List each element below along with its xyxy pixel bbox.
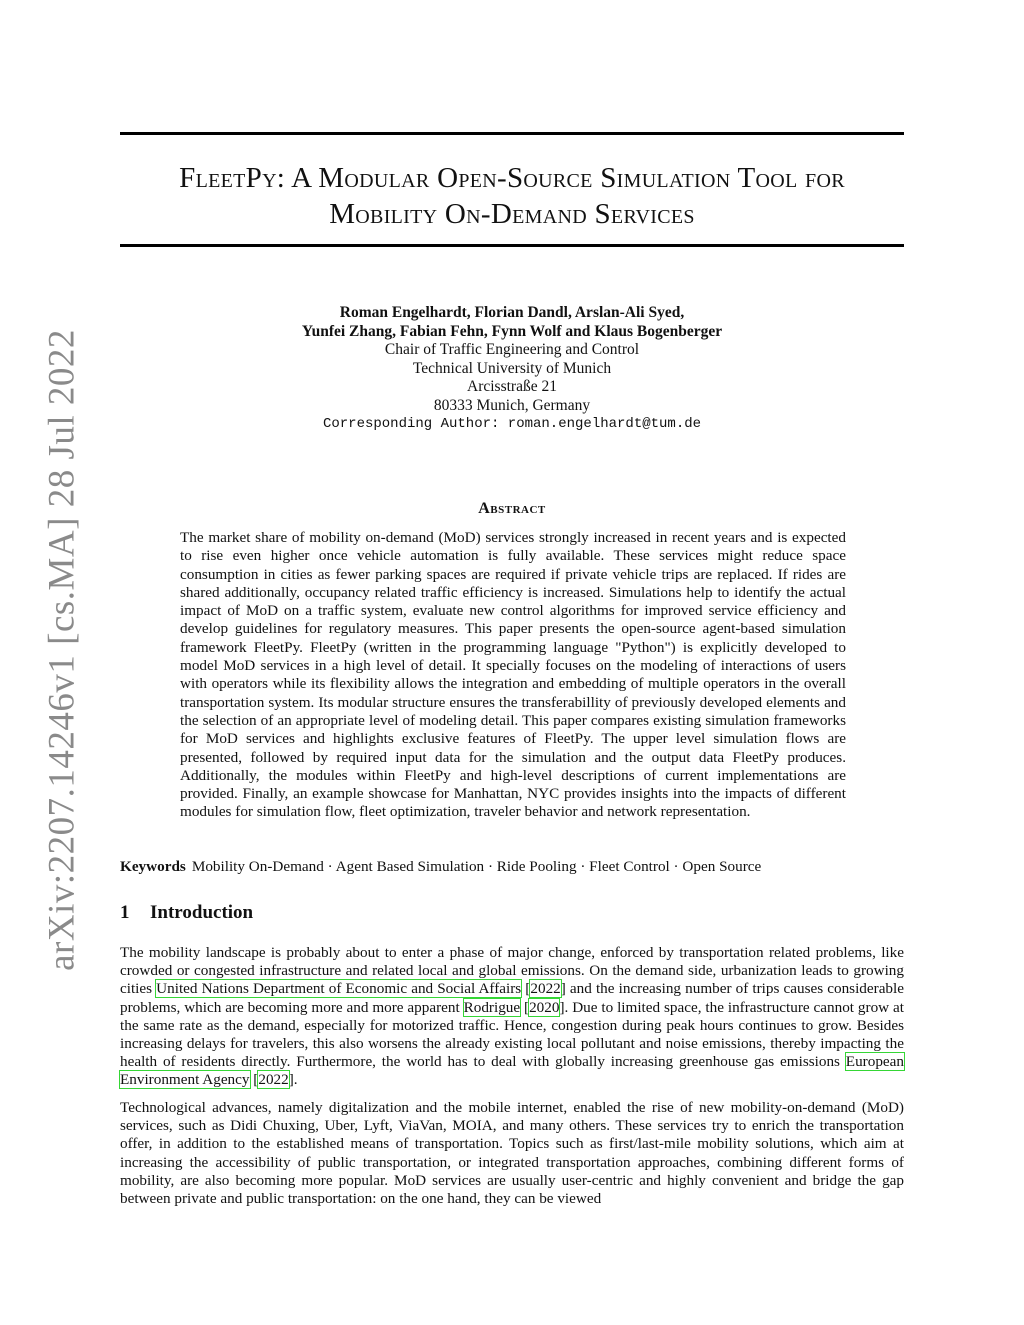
corresponding-author: Corresponding Author: roman.engelhardt@tum.de	[322, 416, 702, 432]
para1-text-a: The mobility landscape is probably about to enter a phase of major change, enforced by transportation related problems, like crowded or congested infrastructure and related local and global emissions. On the demand side, urbanization leads to growing cities	[120, 944, 904, 998]
section-number: 1	[120, 902, 130, 923]
para1-text-b: [	[521, 980, 531, 998]
para1-text-d: [	[520, 998, 530, 1016]
section-heading-introduction	[120, 902, 253, 924]
paper-title-line-1: FleetPy: A Modular Open-Source Simulation Tool for	[179, 162, 845, 194]
author-names-line-2: Yunfei Zhang, Fabian Fehn, Fynn Wolf and Klaus Bogenberger	[301, 322, 723, 340]
keywords-list: Mobility On-Demand · Agent Based Simulation · Ride Pooling · Fleet Control · Open Source	[191, 858, 762, 875]
para1-text-c: ] and the increasing number of trips causes considerable problems, which are becoming more and more apparent	[120, 980, 904, 1016]
citation-year-link-rodrigue[interactable]: 2020	[529, 998, 560, 1016]
keywords	[120, 857, 904, 876]
affiliation-street: Arcisstraße 21	[467, 378, 557, 395]
para1-text-e: ]. Due to limited space, the infrastructure cannot grow at the same rate as the demand, especially for motorized traffic. Hence, congestion during peak hours continues to grow. Besides increasing delays for travelers, this also worsens the already existing local pollutant and noise emissions, thereby impacting the health of residents directly. Furthermore, the world has to deal with globally increasing greenhouse gas emissions	[120, 998, 904, 1071]
citation-link-un-desa[interactable]: United Nations Department of Economic and Social Affairs	[156, 980, 522, 998]
abstract-heading: Abstract	[478, 500, 546, 517]
affiliation-university: Technical University of Munich	[412, 359, 612, 377]
intro-paragraph-2: Technological advances, namely digitalization and the mobile internet, enabled the rise of new mobility-on-demand (MoD) services, such as Didi Chuxing, Uber, Lyft, ViaVan, MOIA, and many others. These services try to enrich the transportation offer, in addition to the established means of transportation. Topics such as first/last-mile mobility solutions, which aim at increasing the accessibility of public transportation, or integrated transportation approaches, combining different forms of mobility, are also becoming more popular. MoD services are usually user-centric and highly convenient and bridge the gap between private and public transportation: on the one hand, they can be viewed	[120, 1099, 904, 1208]
paper-title-line-2: Mobility On-Demand Services	[329, 198, 695, 230]
citation-year-link-eea[interactable]: 2022	[258, 1071, 289, 1089]
abstract-text: The market share of mobility on-demand (MoD) services strongly increased in recent years and is expected to rise even higher once vehicle automation is fully available. These services might reduce space consumption in cities as fewer parking spaces are required if private vehicle trips are replaced. If rides are shared additionally, occupancy related traffic efficiency is increased. Simulations help to identify the actual impact of MoD on a traffic system, evaluate new control algorithms for improved service efficiency and develop guidelines for regulatory measures. This paper presents the open-source agent-based simulation framework FleetPy. FleetPy (written in the programming language "Python") is explicitly developed to model MoD services in a high level of detail. It specially focuses on the modeling of interactions of users with operators while its flexibility allows the integration and embedding of multiple operators in the overall transportation system. Its modular structure ensures the transferabillity of previously developed elements and the selection of an appropriate level of modeling detail. This paper compares existing simulation frameworks for MoD services and highlights exclusive features of FleetPy. The upper level simulation flows are presented, followed by required input data for the simulation and the output data FleetPy produces. Additionally, the modules within FleetPy and high-level descriptions of current implementations are provided. Finally, an example showcase for Manhattan, NYC provides insights into the impacts of different modules for simulation flow, fleet optimization, traveler behavior and network representation.	[180, 529, 846, 821]
author-block	[120, 304, 904, 434]
affiliation-city: 80333 Munich, Germany	[433, 396, 591, 414]
title-top-rule	[120, 132, 904, 135]
citation-link-rodrigue[interactable]: Rodrigue	[463, 998, 521, 1016]
affiliation-chair: Chair of Traffic Engineering and Control	[384, 341, 640, 358]
title-bottom-rule	[120, 244, 904, 247]
para1-text-f: [	[249, 1071, 259, 1089]
citation-year-link-un-desa[interactable]: 2022	[530, 980, 561, 998]
intro-paragraph-1	[120, 944, 904, 1090]
arxiv-identifier: arXiv:2207.14246v1 [cs.MA] 28 Jul 2022	[41, 329, 83, 971]
citation-link-eea[interactable]: European Environment Agency	[120, 1053, 904, 1089]
author-names-line-1: Roman Engelhardt, Florian Dandl, Arslan-Ali Syed,	[339, 304, 685, 321]
keywords-label: Keywords	[120, 858, 186, 875]
section-title: Introduction	[150, 902, 254, 923]
paper-title	[120, 160, 904, 232]
para1-text-g: ].	[288, 1071, 298, 1089]
